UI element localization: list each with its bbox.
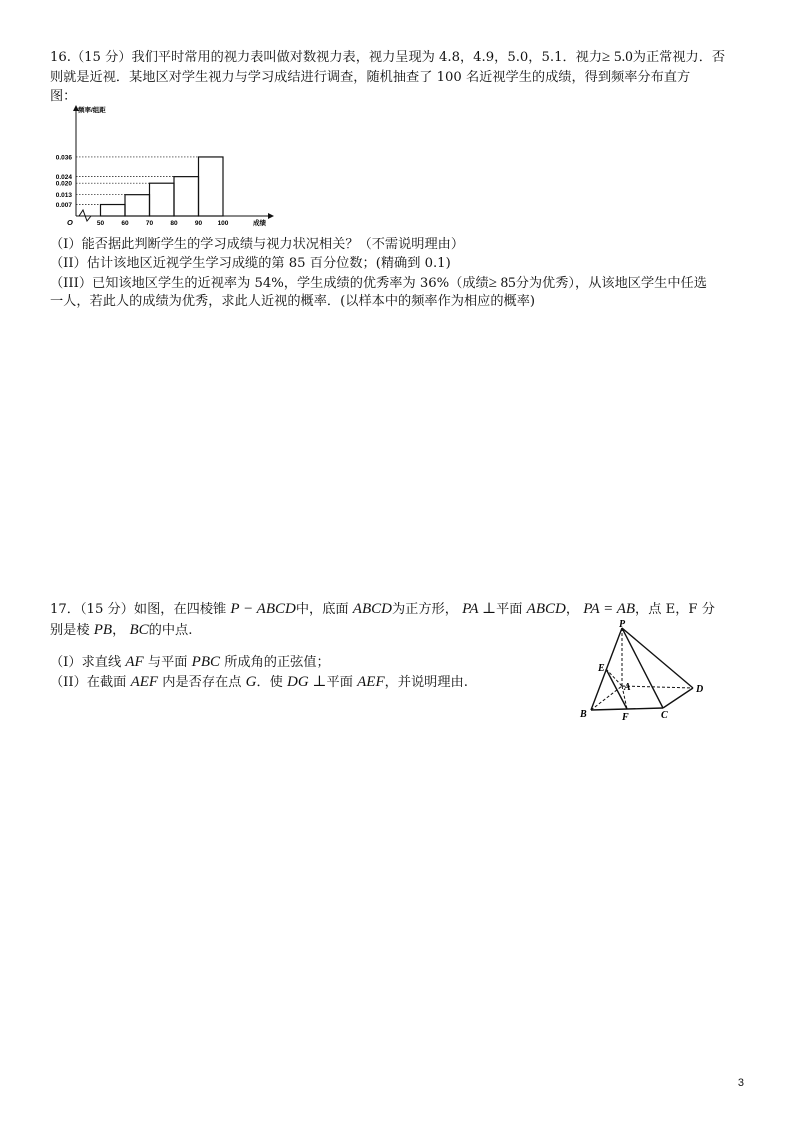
q16-text: 16.（15 分）我们平时常用的视力表叫做对数视力表，视力呈现为 4.8，4.9，5.0，5.1．视力 — [50, 50, 603, 65]
x-tick-label: 50 — [96, 220, 105, 227]
x-tick-label: 90 — [194, 220, 203, 227]
histogram-labels — [56, 105, 267, 227]
x-tick-label: 70 — [145, 220, 154, 227]
y-axis-title: 频率/组距 — [78, 107, 106, 114]
histogram-bar-60-70 — [125, 195, 150, 216]
x-tick-label: 100 — [217, 220, 229, 227]
label-c: C — [661, 710, 668, 721]
q16-line-2: 则就是近视．某地区对学生视力与学习成结进行调查，随机抽查了 100 名近视学生的成绩，得到频率分布直方 — [50, 70, 691, 85]
label-a: A — [624, 682, 631, 693]
q17-line-2: 别是棱 PB， BC的中点. — [50, 622, 193, 638]
page-number: 3 — [737, 1077, 744, 1089]
q16-line-1 — [50, 48, 725, 67]
q16-part-3: （III）已知该地区学生的近视率为 54%，学生成绩的优秀率为 36%（成绩≥ 85分为优秀），从该地区学生中任选 — [50, 275, 707, 291]
edge-pc — [622, 628, 663, 708]
q16-text-end: 为正常视力．否 — [632, 50, 726, 65]
label-d: D — [696, 684, 704, 695]
q16-part-3-cont: 一人，若此人的成绩为优秀，求此人近视的概率．(以样本中的频率作为相应的概率) — [50, 294, 536, 309]
q16-line-3: 图： — [50, 89, 77, 104]
math-pyramid: P − ABCD — [230, 601, 296, 617]
math-pa-perp: PA ⊥ — [462, 601, 497, 617]
edge-cd — [663, 688, 693, 708]
origin-label: O — [67, 218, 73, 227]
label-e: E — [598, 663, 605, 674]
histogram-bar-90-100 — [199, 157, 224, 216]
x-axis-arrow — [268, 213, 274, 219]
frequency-histogram — [46, 103, 286, 233]
math-base: ABCD — [352, 601, 392, 617]
histogram-bar-50-60 — [101, 205, 126, 216]
pyramid-figure — [575, 618, 715, 724]
edge-ad — [622, 686, 693, 688]
edge-pd — [622, 628, 693, 688]
x-axis-title: 成绩 — [253, 220, 266, 227]
q17-part-2: （II）在截面 AEF 内是否存在点 G．使 DG ⊥平面 AEF，并说明理由. — [50, 674, 468, 690]
histogram-bar-80-90 — [174, 177, 199, 216]
y-tick-label: 0.020 — [55, 180, 72, 188]
label-p: P — [619, 619, 626, 630]
histogram-bar-70-80 — [150, 183, 175, 216]
q16-part-2: （II）估计该地区近视学生学习成缆的第 85 百分位数；(精确到 0.1) — [50, 256, 451, 271]
x-tick-label: 80 — [170, 220, 178, 227]
y-tick-label: 0.024 — [55, 174, 72, 182]
y-tick-label: 0.013 — [55, 192, 72, 200]
q17-part-1: （I）求直线 AF 与平面 PBC 所成角的正弦值； — [50, 654, 330, 670]
label-f: F — [622, 712, 629, 723]
q17-line-1: 17．（15 分）如图，在四棱锥 P − ABCD中，底面 ABCD为正方形， PA ⊥平面 ABCD， PA = AB，点 E，F 分 — [50, 601, 715, 617]
histogram-bars — [76, 157, 223, 216]
y-tick-label: 0.007 — [55, 202, 72, 210]
label-b: B — [580, 709, 587, 720]
q16-math-excellent: ≥ 85 — [488, 275, 516, 291]
x-tick-label: 60 — [121, 220, 129, 227]
y-tick-label: 0.036 — [55, 154, 72, 162]
q16-math-threshold: ≥ 5.0 — [602, 49, 633, 65]
q16-part-1: （I）能否据此判断学生的学习成绩与视力状况相关？（不需说明理由） — [50, 237, 465, 252]
math-pa-eq-ab: PA = AB — [583, 601, 636, 617]
